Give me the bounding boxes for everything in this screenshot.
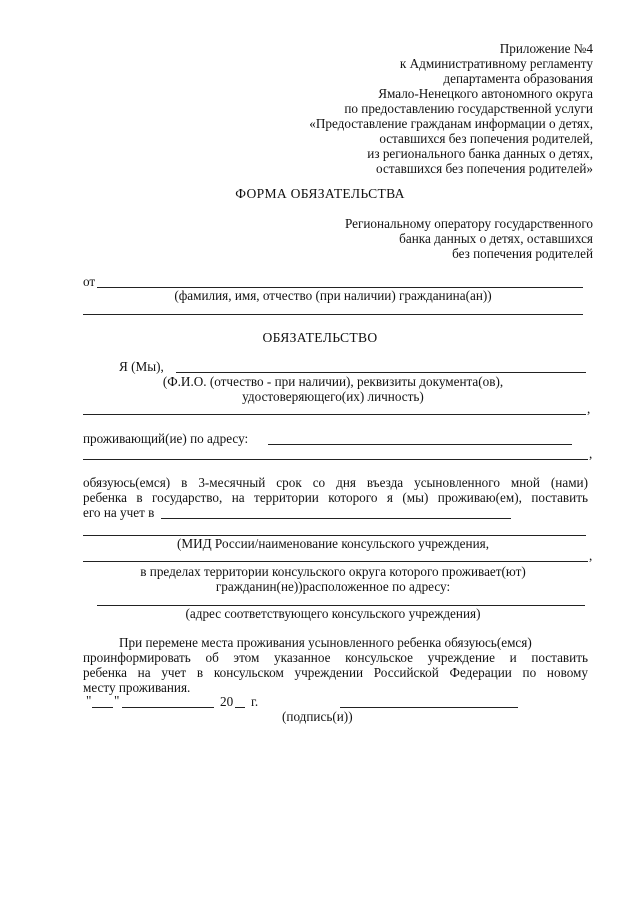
date-month-line[interactable] <box>122 707 214 708</box>
notice-line-4: месту проживания. <box>83 680 191 695</box>
from-label: от <box>83 274 96 289</box>
we-caption-1: (Ф.И.О. (отчество - при наличии), реквизиты документа(ов), <box>162 374 504 389</box>
recipient-line-1: Региональному оператору государственного <box>344 216 593 231</box>
recipient-line-2: банка данных о детях, оставшихся <box>399 231 593 246</box>
pledge-line-2: ребенка в государство, на территории которого я (мы) проживаю(ем), поставить <box>83 490 588 505</box>
from-caption: (фамилия, имя, отчество (при наличии) гражданина(ан)) <box>174 288 492 303</box>
date-day-line[interactable] <box>92 707 113 708</box>
signature-line[interactable] <box>340 707 518 708</box>
district-line-2: гражданин(не))расположенное по адресу: <box>215 579 451 594</box>
appendix-line-5: по предоставлению государственной услуги <box>344 101 593 116</box>
from-extra-line[interactable] <box>83 314 583 315</box>
mid-caption: (МИД России/наименование консульского учреждения, <box>177 536 489 551</box>
appendix-line-6: «Предоставление гражданам информации о детях, <box>309 116 593 131</box>
notice-paragraph <box>83 650 588 680</box>
pledge-line-3: его на учет в <box>83 505 155 520</box>
address-comma: , <box>589 446 593 461</box>
we-comma: , <box>587 401 591 416</box>
appendix-line-9: оставшихся без попечения родителей» <box>376 161 593 176</box>
date-year-line[interactable] <box>235 707 245 708</box>
notice-line-1: При перемене места проживания усыновленного ребенка обязуюсь(емся) <box>119 635 532 650</box>
appendix-line-2: к Административному регламенту <box>399 56 593 71</box>
we-caption-2: удостоверяющего(их) личность) <box>242 389 424 404</box>
pledge-line-1: обязуюсь(емся) в 3-месячный срок со дня въезда усыновленного мной (нами) <box>83 475 588 490</box>
date-quote-open: " <box>86 693 92 708</box>
date-year-suffix: г. <box>251 694 259 709</box>
form-title: ФОРМА ОБЯЗАТЕЛЬСТВА <box>235 186 405 201</box>
district-line-1: в пределах территории консульского округа которого проживает(ют) <box>140 564 526 579</box>
appendix-line-8: из регионального банка данных о детях, <box>367 146 593 161</box>
we-extra-line[interactable] <box>83 414 586 415</box>
mid-extra-line[interactable] <box>83 561 588 562</box>
notice-line-2: проинформировать об этом указанное консульское учреждение и поставить <box>83 650 588 665</box>
signature-caption: (подпись(и)) <box>282 709 353 724</box>
register-at-line[interactable] <box>161 518 511 519</box>
appendix-line-7: оставшихся без попечения родителей, <box>379 131 593 146</box>
mid-comma: , <box>589 548 593 563</box>
we-name-line[interactable] <box>176 372 586 373</box>
address-line-2[interactable] <box>83 459 588 460</box>
notice-line-3: ребенка на учет в консульском учреждении Российской Федерации по новому <box>83 665 588 680</box>
obligation-heading: ОБЯЗАТЕЛЬСТВО <box>262 330 378 345</box>
date-quote-close: " <box>114 693 120 708</box>
appendix-line-1: Приложение №4 <box>499 41 593 56</box>
appendix-line-4: Ямало-Ненецкого автономного округа <box>378 86 593 101</box>
recipient-line-3: без попечения родителей <box>452 246 593 261</box>
consulate-caption: (адрес соответствующего консульского учреждения) <box>185 606 481 621</box>
we-label: Я (Мы), <box>119 359 164 374</box>
date-year-prefix: 20 <box>220 694 234 709</box>
address-label: проживающий(ие) по адресу: <box>83 431 249 446</box>
address-line-1[interactable] <box>268 444 572 445</box>
pledge-paragraph <box>83 475 588 505</box>
appendix-line-3: департамента образования <box>443 71 593 86</box>
